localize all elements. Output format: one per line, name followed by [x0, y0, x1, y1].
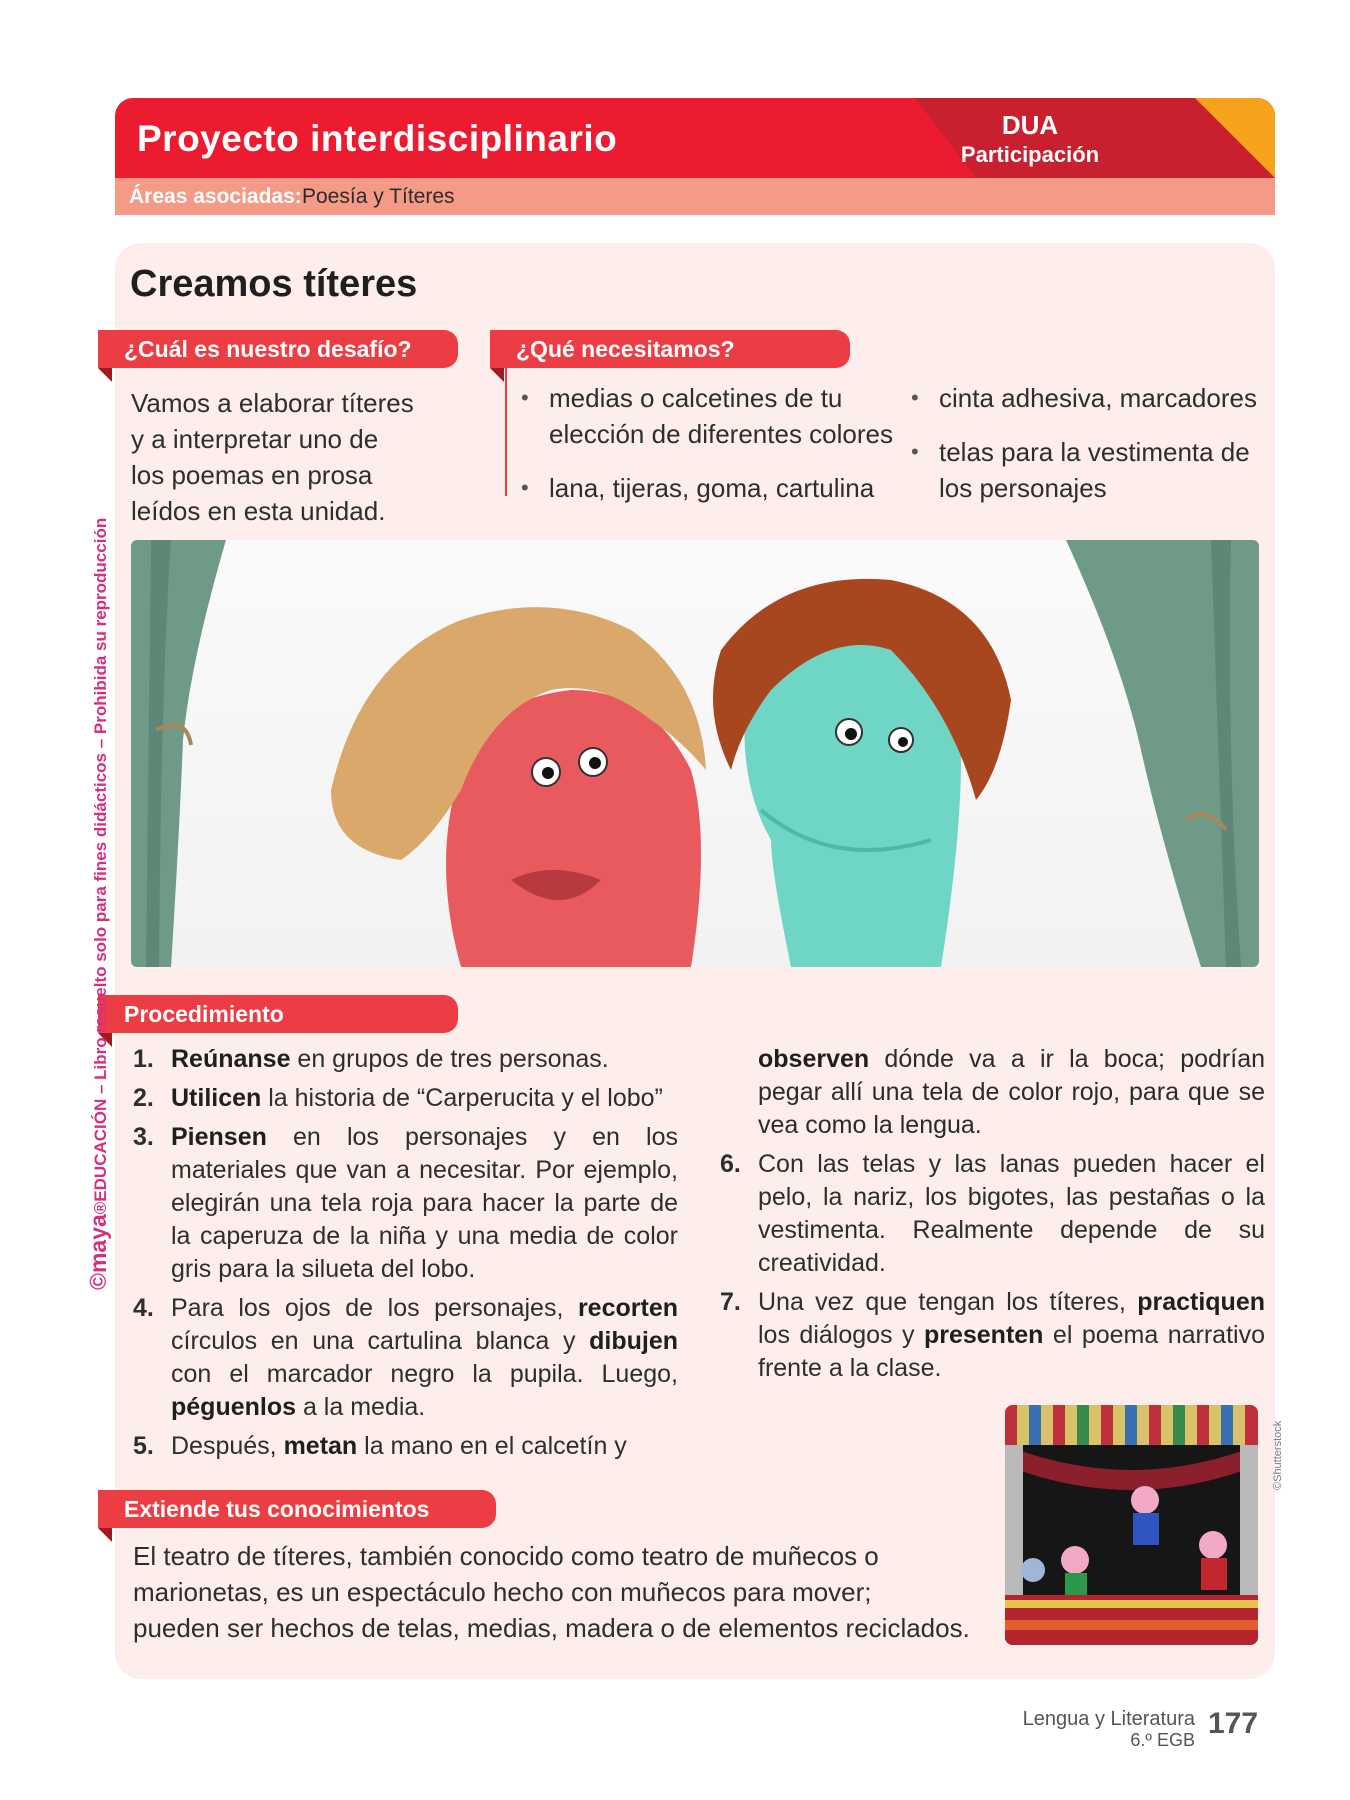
puppet-theater-illustration — [1005, 1405, 1258, 1645]
needs-heading — [490, 330, 850, 368]
step-text: círculos en una cartulina blanca y — [171, 1327, 590, 1355]
procedure-steps-right — [720, 1043, 1265, 1391]
step-text: la historia de “Carperucita y el lobo” — [261, 1084, 663, 1112]
areas-bar — [115, 178, 1275, 215]
step-number: 5. — [133, 1432, 154, 1460]
step-text: a la media. — [296, 1393, 426, 1421]
areas-value: Poesía y Títeres — [302, 185, 455, 208]
header-title: Proyecto interdisciplinario — [137, 118, 618, 159]
step-text: los diálogos y — [758, 1321, 924, 1349]
bold-verb: presenten — [923, 1321, 1044, 1349]
photo-credit: ©Shutterstock — [1272, 1420, 1284, 1490]
bold-verb: practiquen — [1137, 1288, 1265, 1316]
pill-fold — [98, 368, 112, 382]
step-number: 6. — [720, 1150, 741, 1178]
extend-line: pueden ser hechos de telas, medias, madera o de elementos reciclados. — [133, 1613, 970, 1643]
procedure-steps-left — [133, 1043, 678, 1469]
page-title: Creamos títeres — [130, 263, 418, 305]
procedure-step — [720, 1148, 1265, 1280]
needs-list-2 — [895, 380, 1265, 524]
challenge-text — [131, 385, 461, 529]
copyright-side-text — [85, 518, 112, 1290]
project-header — [115, 98, 1275, 178]
bold-verb: observen — [758, 1045, 870, 1073]
extend-line: El teatro de títeres, también conocido como teatro de muñecos o — [133, 1541, 879, 1571]
extend-heading — [98, 1490, 496, 1528]
dua-title: DUA — [1001, 110, 1059, 140]
areas-label: Áreas asociadas: — [129, 185, 302, 208]
extend-heading-label: Extiende tus conocimientos — [124, 1496, 430, 1522]
challenge-heading — [98, 330, 458, 368]
sock-puppets-illustration — [131, 540, 1259, 967]
step-text: dónde va a ir la boca; podrían pegar allí una tela de color rojo, para que se vea como la lengua. — [758, 1045, 1265, 1139]
procedure-steps-list-right — [720, 1148, 1265, 1385]
needs-list-1 — [505, 380, 905, 524]
procedure-step — [133, 1292, 678, 1424]
step-number: 7. — [720, 1288, 741, 1316]
maya-logo: ©maya — [85, 1214, 111, 1290]
step-text: Para los ojos de los personajes, — [171, 1294, 578, 1322]
bold-verb: recorten — [577, 1294, 678, 1322]
challenge-heading-label: ¿Cuál es nuestro desafío? — [124, 336, 412, 362]
pill-fold — [98, 1528, 112, 1542]
challenge-line: Vamos a elaborar títeres — [131, 388, 414, 418]
step-text: Con las telas y las lanas pueden hacer el pelo, la nariz, los bigotes, las pestañas o la vestimenta. Realmente depende de su creatividad. — [758, 1150, 1265, 1277]
procedure-step — [720, 1286, 1265, 1385]
step-number: 4. — [133, 1294, 154, 1322]
step-text: la mano en el calcetín y — [357, 1432, 627, 1460]
step-text: en grupos de tres personas. — [290, 1045, 609, 1073]
step-5-continuation — [720, 1043, 1265, 1142]
needs-item: • lana, tijeras, goma, cartulina — [505, 470, 905, 506]
needs-item: • telas para la vestimenta de los personajes — [895, 434, 1265, 506]
step-text: en los personajes y en los materiales que van a necesitar. Por ejemplo, elegirán una tela roja para hacer la parte de la caperuza de la niña y una media de color gris para la silueta del lobo. — [171, 1123, 678, 1283]
bold-verb: Piensen — [171, 1123, 267, 1151]
pill-fold — [490, 368, 504, 382]
step-text: el poema narrativo frente a la clase. — [758, 1321, 1265, 1382]
extend-line: marionetas, es un espectáculo hecho con muñecos para mover; — [133, 1577, 872, 1607]
needs-item: • medias o calcetines de tu elección de diferentes colores — [505, 380, 905, 452]
footer-grade: 6.º EGB — [1130, 1730, 1195, 1750]
challenge-line: leídos en esta unidad. — [131, 496, 386, 526]
bold-verb: Utilicen — [171, 1084, 262, 1112]
bold-verb: metan — [283, 1432, 358, 1460]
challenge-line: los poemas en prosa — [131, 460, 373, 490]
procedure-step — [133, 1043, 678, 1076]
dua-subtitle: Participación — [960, 142, 1100, 167]
procedure-heading — [98, 995, 458, 1033]
step-number: 1. — [133, 1045, 154, 1073]
bold-verb: dibujen — [589, 1327, 678, 1355]
footer-subject: Lengua y Literatura — [1022, 1708, 1195, 1730]
sock-puppets-photo — [131, 540, 1259, 967]
step-text: Una vez que tengan los títeres, — [758, 1288, 1138, 1316]
step-text: con el marcador negro la pupila. Luego, — [171, 1360, 678, 1388]
page-number: 177 — [1208, 1707, 1259, 1740]
puppet-theater-photo — [1005, 1405, 1258, 1645]
procedure-step — [133, 1430, 678, 1463]
bold-verb: péguenlos — [171, 1393, 297, 1421]
step-number: 2. — [133, 1084, 154, 1112]
procedure-step — [133, 1121, 678, 1286]
step-text: Después, — [171, 1432, 284, 1460]
extend-text — [133, 1538, 993, 1646]
challenge-line: y a interpretar uno de — [131, 424, 379, 454]
procedure-heading-label: Procedimiento — [124, 1001, 284, 1027]
needs-item: • cinta adhesiva, marcadores — [895, 380, 1265, 416]
step-number: 3. — [133, 1123, 154, 1151]
copyright-notice: ®EDUCACIÓN – Libro resuelto solo para fines didácticos – Prohibida su reproducción — [91, 517, 110, 1215]
needs-heading-label: ¿Qué necesitamos? — [516, 336, 735, 362]
procedure-step — [133, 1082, 678, 1115]
bold-verb: Reúnanse — [171, 1045, 291, 1073]
